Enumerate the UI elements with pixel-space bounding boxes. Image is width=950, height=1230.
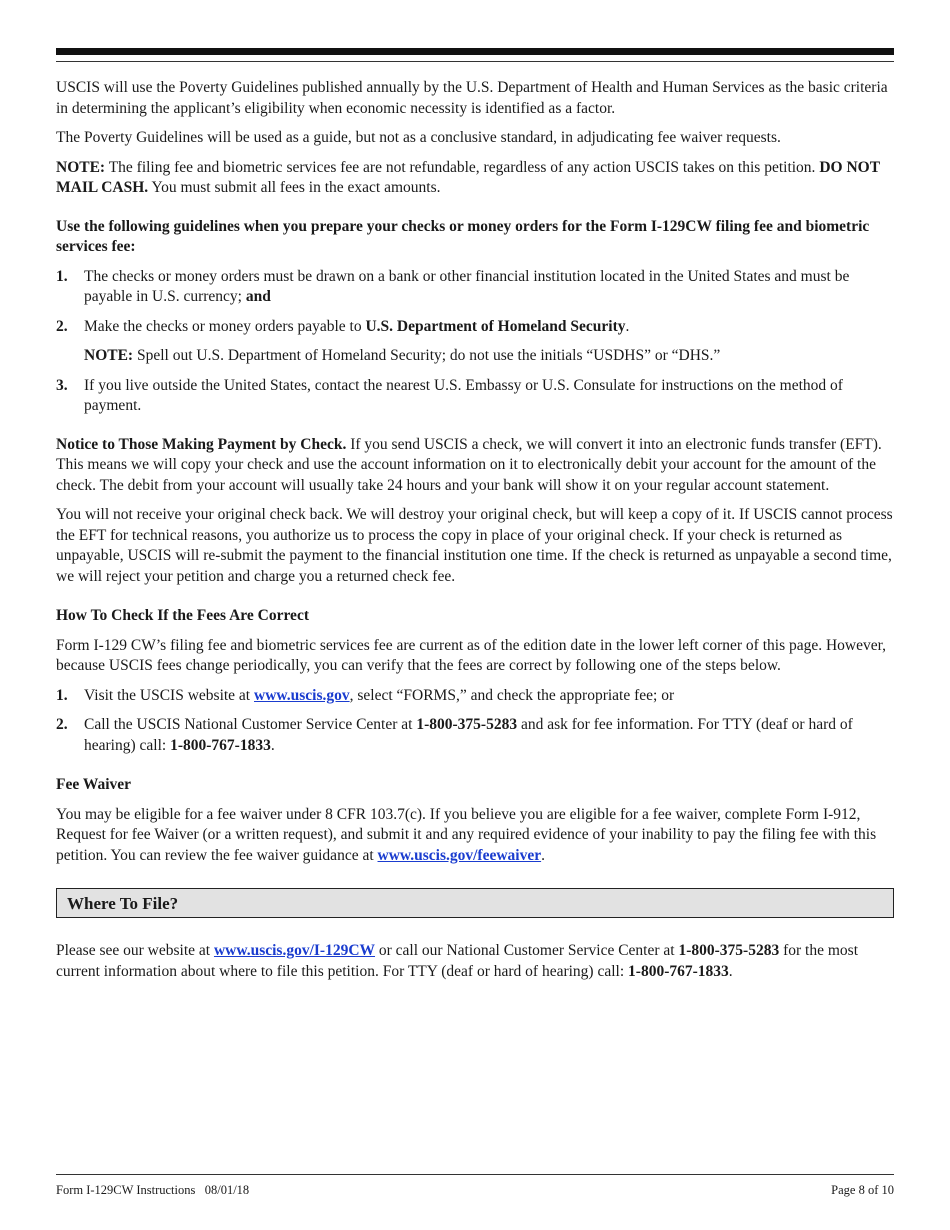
where-text: Please see our website at xyxy=(56,942,214,959)
uscis-website-link[interactable]: www.uscis.gov xyxy=(254,686,350,704)
check-notice-text: If you send USCIS a check, we will convert it into an electronic funds transfer (EFT). This means we will copy your check and use the account information on it to electronically debit your account for the amount of the check. The debit from your account will usually take 24 hours and your bank will show it on your regular account statement. xyxy=(56,435,882,494)
payee-name: U.S. Department of Homeland Security xyxy=(365,317,626,335)
note-text: The filing fee and biometric services fee are not refundable, regardless of any action USCIS takes on this petition. xyxy=(105,158,820,176)
check-notice-label: Notice to Those Making Payment by Check. xyxy=(56,435,347,453)
original-check-paragraph: You will not receive your original check back. We will destroy your original check, but will keep a copy of it. If USCIS cannot process the EFT for technical reasons, you authorize us to process the copy in place of your original check. If your check is returned as unpayable, USCIS will re-submit the payment to the financial institution one time. If the check is returned as unpayable a second time, we will reject your petition and charge you a returned check fee. xyxy=(56,506,893,585)
item-text: If you live outside the United States, contact the nearest U.S. Embassy or U.S. Consulate for instructions on the method of payment. xyxy=(84,376,843,414)
check-notice-paragraph xyxy=(56,435,894,497)
item-text: The checks or money orders must be drawn on a bank or other financial institution located in the United States and must be payable in U.S. currency; xyxy=(84,267,850,305)
item-tail: . xyxy=(625,317,630,335)
item-text: Visit the USCIS website at xyxy=(84,686,254,704)
payment-guidelines-heading: Use the following guidelines when you prepare your checks or money orders for the Form I-129CW filing fee and biometric services fee: xyxy=(56,217,870,255)
item-bold: and xyxy=(245,288,271,305)
tty-phone: 1-800-767-1833 xyxy=(628,962,729,980)
fees-correct-paragraph: Form I-129 CW’s filing fee and biometric services fee are current as of the edition date in the lower left corner of this page. However, because USCIS fees change periodically, you can verify that the fees are correct by following one of the steps below. xyxy=(56,636,887,674)
note-label: NOTE: xyxy=(56,158,106,176)
note-text: Spell out U.S. Department of Homeland Security; do not use the initials “USDHS” or “DHS.” xyxy=(133,347,721,364)
note-tail: You must submit all fees in the exact amounts. xyxy=(148,179,441,196)
item-text: Make the checks or money orders payable to xyxy=(84,317,366,335)
item-number: 1. xyxy=(56,267,68,285)
where-text: or call our National Customer Service Center at xyxy=(375,942,679,959)
header-rule-thick xyxy=(56,48,894,55)
ncsc-phone: 1-800-375-5283 xyxy=(416,716,518,733)
list-item xyxy=(56,317,894,338)
payee-note xyxy=(56,346,894,367)
where-to-file-paragraph xyxy=(56,941,894,982)
list-item xyxy=(56,376,894,417)
fee-waiver-paragraph xyxy=(56,805,894,867)
where-end: . xyxy=(728,962,733,980)
fee-note xyxy=(56,158,894,199)
item-number: 2. xyxy=(56,317,68,335)
item-number: 1. xyxy=(56,686,68,704)
section-title: Where To File? xyxy=(67,894,179,913)
page-content xyxy=(56,78,894,991)
item-text: Call the USCIS National Customer Service Center at xyxy=(84,716,417,733)
fees-correct-heading: How To Check If the Fees Are Correct xyxy=(56,607,309,624)
where-text: for the most current information about where to file this petition. For TTY (deaf or hard of hearing) call: xyxy=(56,942,858,980)
list-item xyxy=(56,267,894,308)
list-item xyxy=(56,715,894,756)
form-page-link[interactable]: www.uscis.gov/I-129CW xyxy=(213,942,376,959)
header-rule-thin xyxy=(56,61,894,62)
footer-page-number: Page 8 of 10 xyxy=(831,1183,894,1197)
fee-waiver-heading: Fee Waiver xyxy=(56,776,132,793)
where-to-file-header xyxy=(56,888,894,918)
item-tail: . xyxy=(270,736,275,754)
ncsc-phone: 1-800-375-5283 xyxy=(678,942,780,959)
tty-phone: 1-800-767-1833 xyxy=(170,736,271,754)
list-item xyxy=(56,686,894,707)
no-cash-warning: DO NOT MAIL CASH. xyxy=(56,158,880,196)
item-text: , select “FORMS,” and check the appropriate fee; or xyxy=(349,686,675,704)
item-number: 3. xyxy=(56,376,68,394)
fee-waiver-link[interactable]: www.uscis.gov/feewaiver xyxy=(377,846,542,864)
footer-rule xyxy=(56,1174,894,1175)
item-text: and ask for fee information. For TTY (deaf or hard of hearing) call: xyxy=(84,716,853,754)
note-label: NOTE: xyxy=(84,347,134,364)
poverty-guide-paragraph: The Poverty Guidelines will be used as a guide, but not as a conclusive standard, in adjudicating fee waiver requests. xyxy=(56,129,781,146)
fee-waiver-end: . xyxy=(541,846,545,864)
item-number: 2. xyxy=(56,716,68,733)
poverty-guidelines-paragraph: USCIS will use the Poverty Guidelines published annually by the U.S. Department of Health and Human Services as the basic criteria in determining the applicant’s eligibility when economic necessity is identified as a factor. xyxy=(56,79,888,117)
fee-waiver-text: You may be eligible for a fee waiver under 8 CFR 103.7(c). If you believe you are eligible for a fee waiver, complete Form I-912, Request for fee Waiver (or a written request), and submit it and any required evidence of your inability to pay the filing fee with this petition. You can review the fee waiver guidance at xyxy=(56,805,877,864)
footer-form-edition: Form I-129CW Instructions 08/01/18 xyxy=(56,1183,250,1197)
